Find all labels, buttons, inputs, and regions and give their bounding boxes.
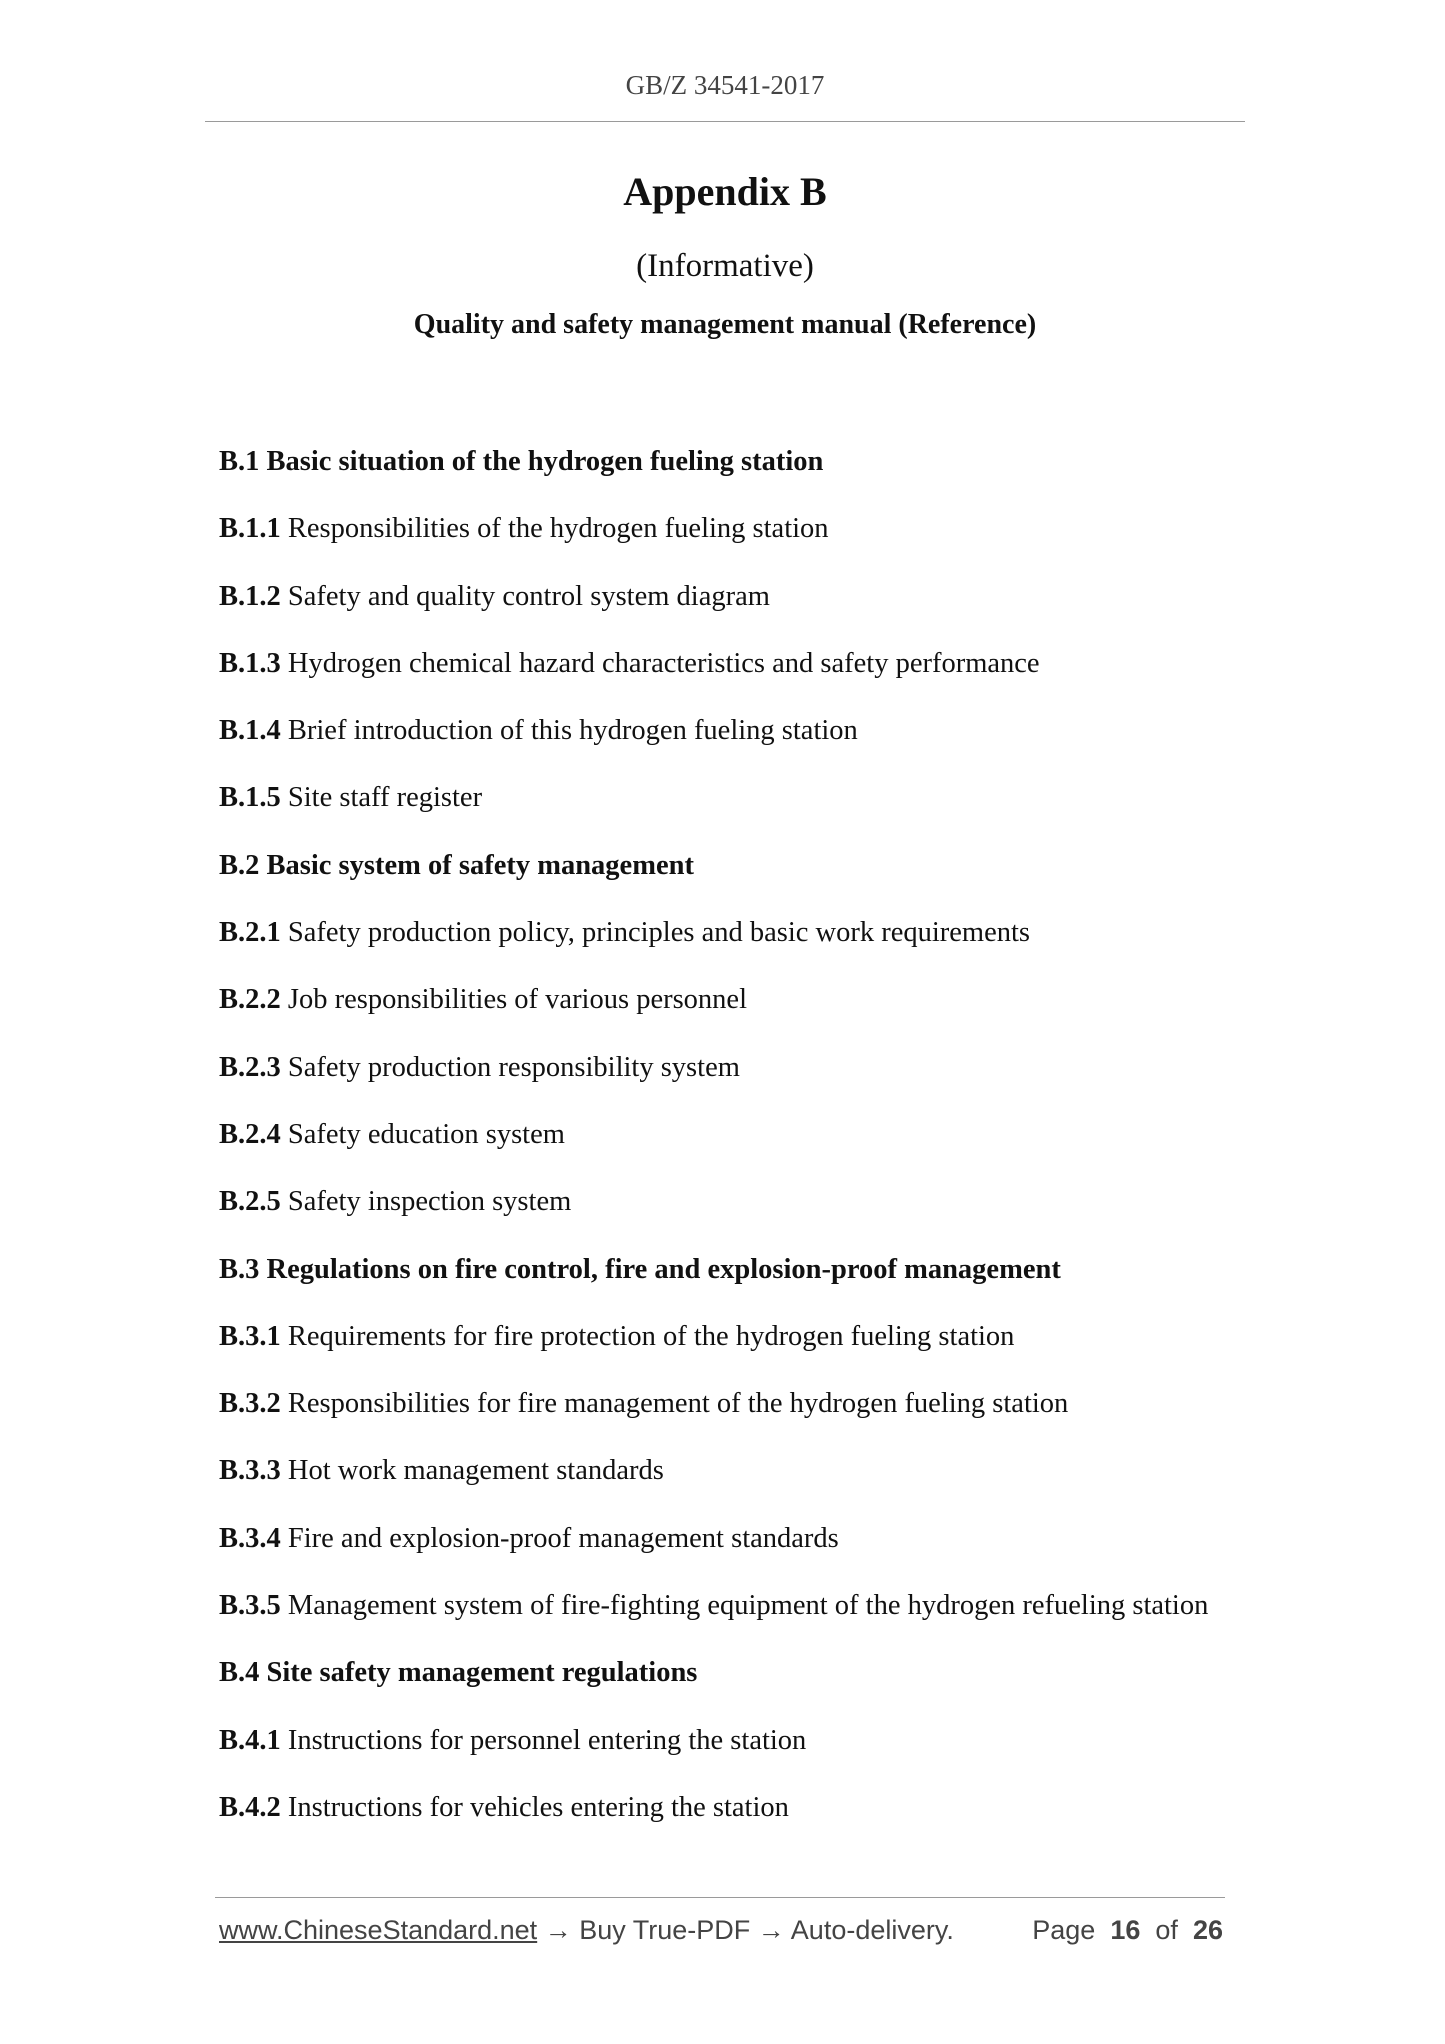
toc-entry-number: B.2.5 (219, 1186, 281, 1218)
toc-entry-number: B.3 (219, 1253, 260, 1285)
toc-entry (219, 1319, 1269, 1386)
toc-section-heading (219, 1252, 1269, 1319)
toc-entry-text: Hot work management standards (287, 1455, 664, 1487)
toc-entry (219, 579, 1269, 646)
toc-entry-text: Fire and explosion-proof management standards (287, 1522, 839, 1554)
toc-entry (219, 713, 1269, 780)
arrow-icon: → (757, 1915, 785, 1945)
toc-entry-text: Site staff register (287, 782, 483, 814)
toc-entry-text: Safety education system (287, 1118, 565, 1150)
toc-entry (219, 1521, 1269, 1588)
toc-entry-number: B.3.1 (219, 1320, 281, 1352)
toc-entry (219, 1184, 1269, 1251)
toc-entry (219, 915, 1269, 982)
toc-entry-text: Instructions for personnel entering the station (287, 1724, 807, 1756)
toc-entry-text: Responsibilities for fire management of the hydrogen fueling station (287, 1388, 1069, 1420)
toc-section-heading (219, 1655, 1269, 1722)
table-of-contents (219, 444, 1269, 1857)
toc-entry-number: B.2.1 (219, 917, 281, 949)
toc-entry (219, 1386, 1269, 1453)
toc-section-heading (219, 848, 1269, 915)
toc-entry-text: Safety production policy, principles and basic work requirements (287, 917, 1031, 949)
toc-entry-text: Site safety management regulations (266, 1657, 698, 1689)
toc-entry-number: B.1.5 (219, 782, 281, 814)
toc-entry-number: B.3.5 (219, 1590, 281, 1622)
toc-entry-number: B.1 (219, 446, 260, 477)
appendix-subtitle: Quality and safety management manual (Reference) (413, 309, 1037, 340)
toc-entry (219, 1723, 1269, 1790)
toc-entry-text: Safety inspection system (287, 1186, 572, 1218)
toc-entry-number: B.4.2 (219, 1791, 281, 1823)
buy-pdf-text: Buy True-PDF (579, 1915, 751, 1945)
appendix-title: Appendix B (623, 169, 827, 214)
auto-delivery-text: Auto-delivery. (790, 1915, 954, 1945)
page-footer (219, 1915, 1225, 1946)
page-label: Page (1032, 1915, 1096, 1945)
appendix-type: (Informative) (636, 248, 814, 284)
toc-entry (219, 982, 1269, 1049)
toc-entry-number: B.2.2 (219, 984, 281, 1016)
toc-entry (219, 511, 1269, 578)
toc-entry-number: B.1.2 (219, 580, 281, 612)
toc-entry (219, 1790, 1269, 1857)
header-divider (205, 121, 1245, 122)
toc-entry-number: B.3.4 (219, 1522, 281, 1554)
toc-entry (219, 1050, 1269, 1117)
toc-entry-number: B.1.4 (219, 715, 281, 747)
website-link[interactable]: www.ChineseStandard.net (219, 1915, 538, 1945)
toc-entry-text: Safety production responsibility system (287, 1051, 740, 1083)
page-indicator (1032, 1915, 1223, 1946)
toc-entry-number: B.1.3 (219, 647, 281, 679)
toc-entry-number: B.2.3 (219, 1051, 281, 1083)
toc-entry-number: B.4 (219, 1657, 260, 1689)
toc-entry-number: B.3.2 (219, 1388, 281, 1420)
toc-entry-number: B.4.1 (219, 1724, 281, 1756)
arrow-icon: → (544, 1915, 572, 1945)
of-label: of (1155, 1915, 1178, 1945)
toc-entry-number: B.1.1 (219, 513, 281, 545)
toc-entry (219, 1453, 1269, 1520)
toc-entry-text: Basic situation of the hydrogen fueling station (266, 446, 824, 477)
toc-entry-text: Management system of fire-fighting equipment of the hydrogen refueling station (287, 1590, 1209, 1622)
toc-entry-text: Regulations on fire control, fire and explosion-proof management (266, 1253, 1061, 1285)
toc-section-heading (219, 444, 1269, 511)
toc-entry-number: B.3.3 (219, 1455, 281, 1487)
toc-entry (219, 780, 1269, 847)
toc-entry-text: Responsibilities of the hydrogen fueling station (287, 513, 829, 545)
toc-entry-number: B.2.4 (219, 1118, 281, 1150)
toc-entry (219, 1588, 1269, 1655)
toc-entry (219, 1117, 1269, 1184)
total-pages-number: 26 (1192, 1915, 1223, 1945)
toc-entry-text: Hydrogen chemical hazard characteristics and safety performance (287, 647, 1040, 679)
toc-entry-text: Basic system of safety management (266, 849, 694, 881)
current-page-number: 16 (1110, 1915, 1141, 1945)
toc-entry (219, 646, 1269, 713)
toc-entry-text: Safety and quality control system diagram (287, 580, 770, 612)
footer-divider (215, 1897, 1225, 1898)
toc-entry-text: Instructions for vehicles entering the station (287, 1791, 789, 1823)
document-id-header: GB/Z 34541-2017 (625, 70, 825, 100)
toc-entry-text: Job responsibilities of various personnel (287, 984, 747, 1016)
toc-entry-text: Brief introduction of this hydrogen fueling station (287, 715, 858, 747)
toc-entry-number: B.2 (219, 849, 260, 881)
toc-entry-text: Requirements for fire protection of the hydrogen fueling station (287, 1320, 1015, 1352)
